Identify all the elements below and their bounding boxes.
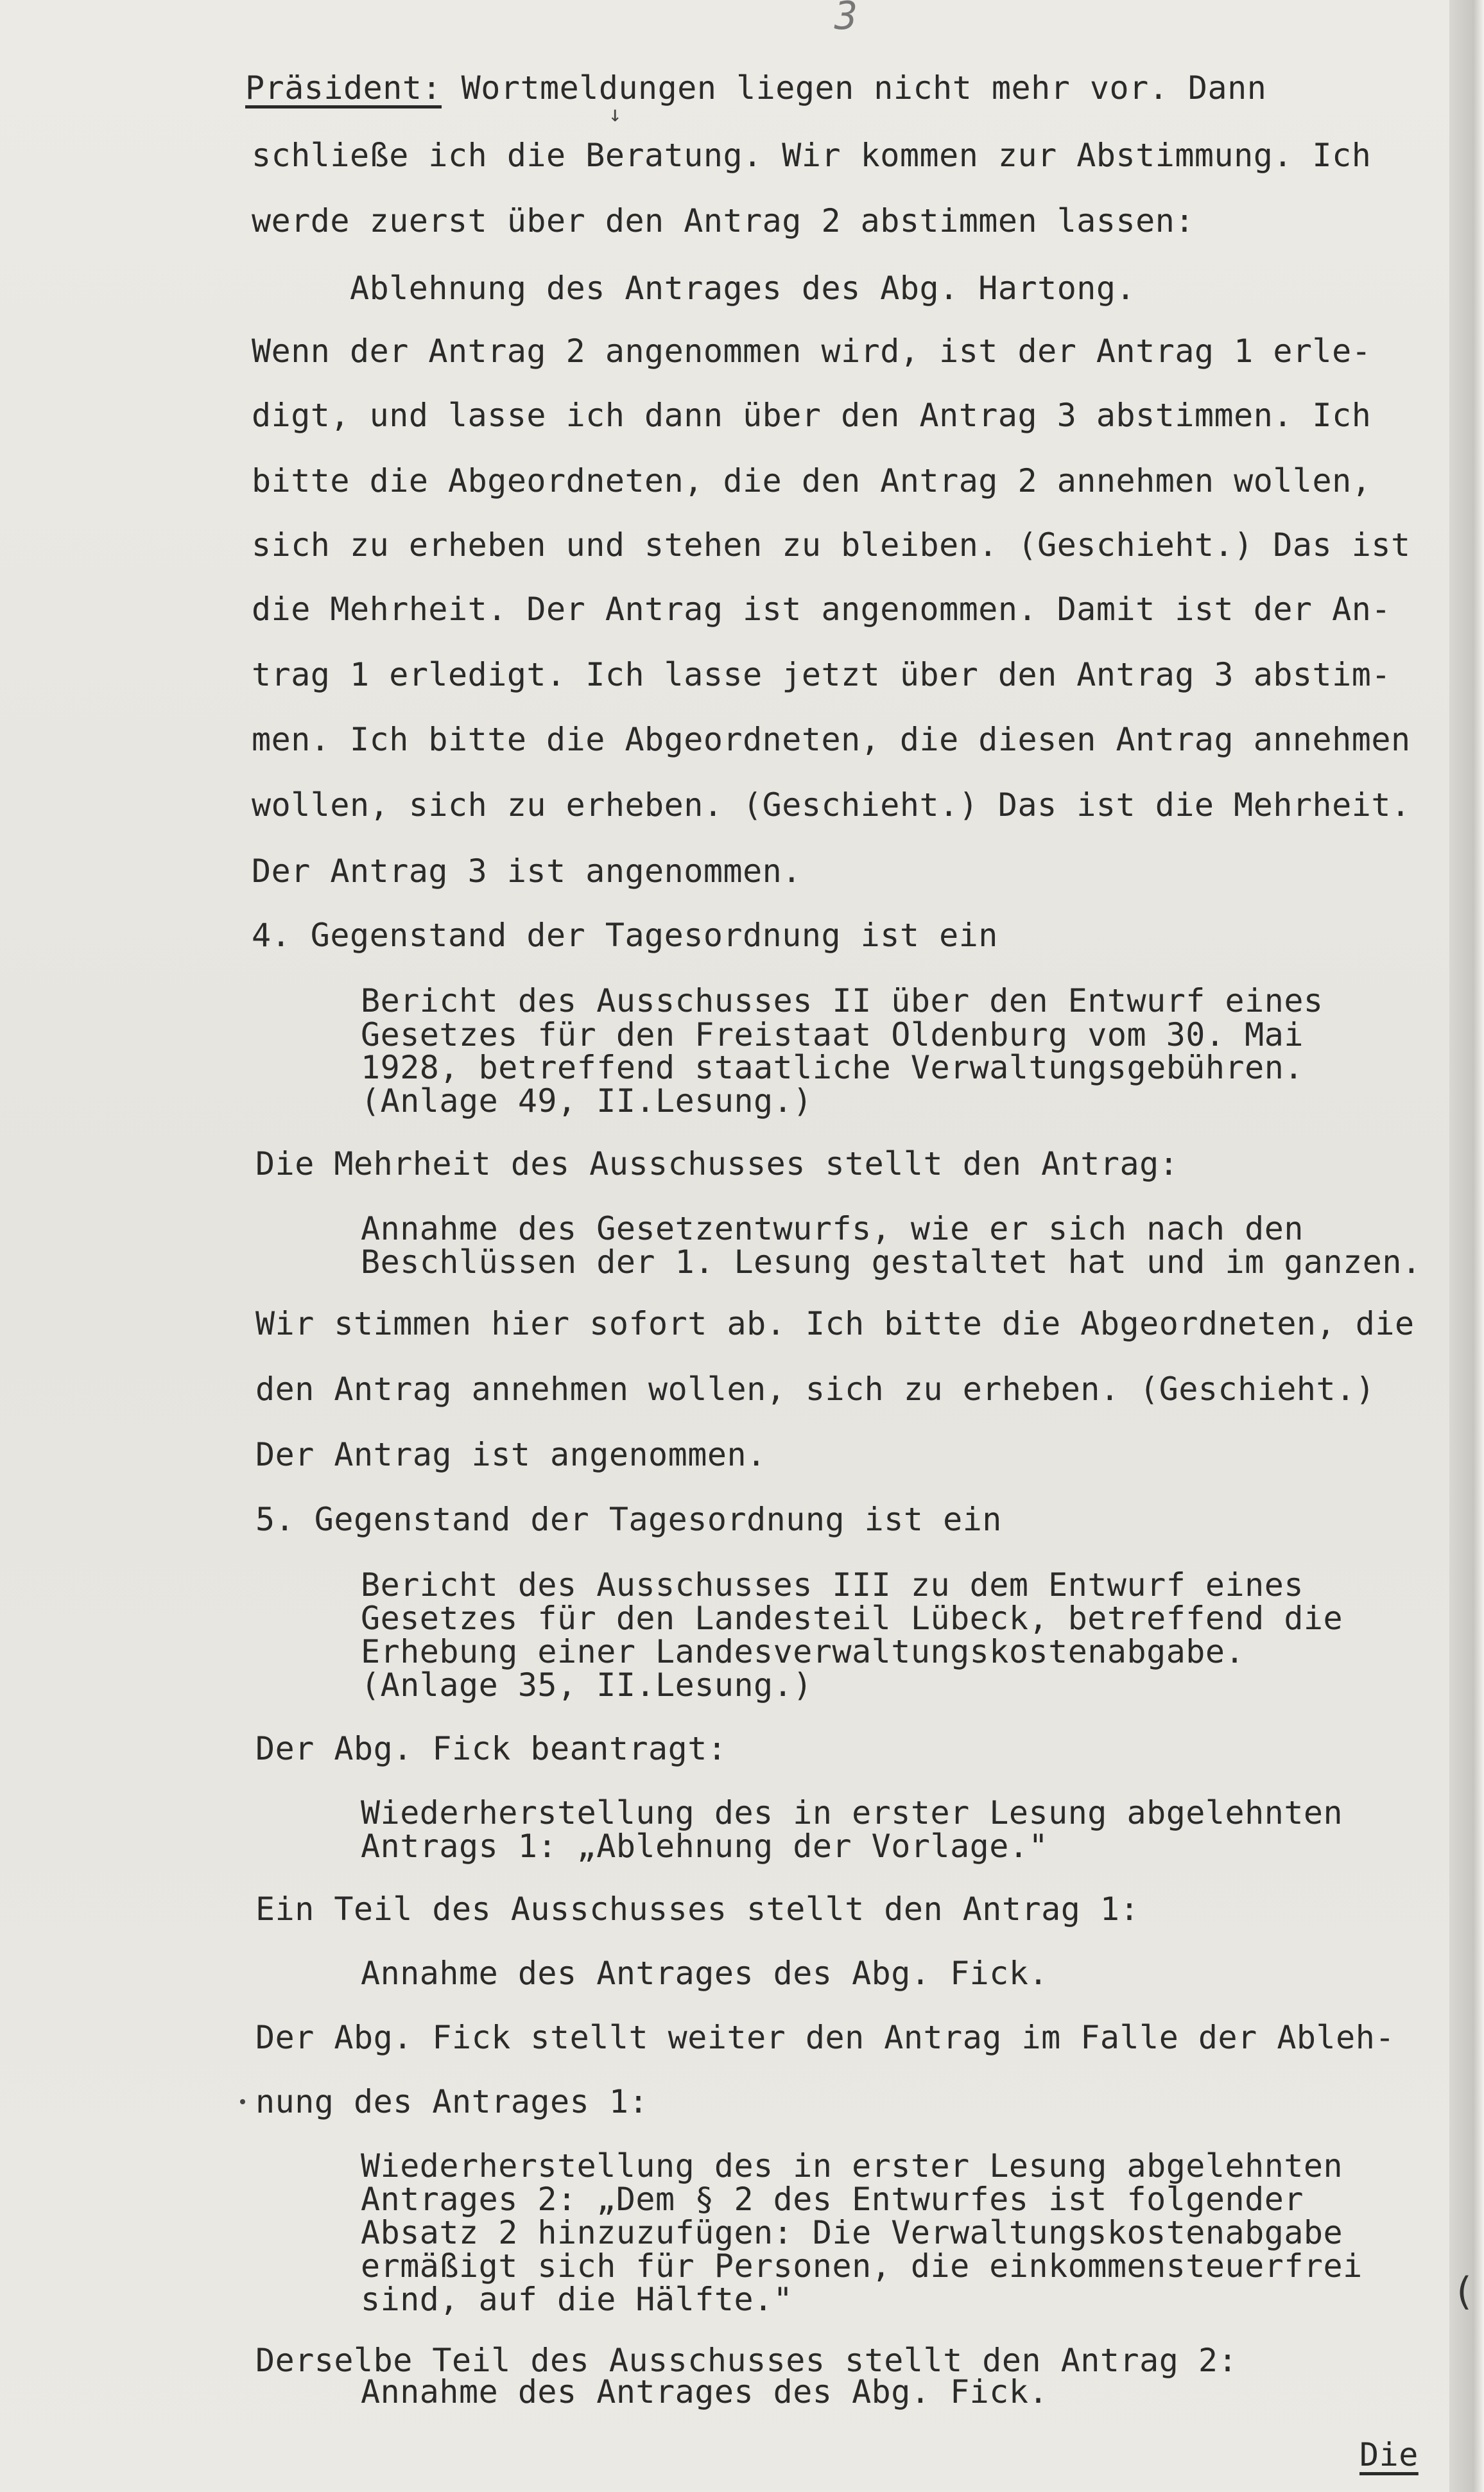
text-line-15: Bericht des Ausschusses II über den Entwurf eines — [361, 982, 1324, 1019]
text-line-12: wollen, sich zu erheben. (Geschieht.) Das ist die Mehrheit. — [252, 786, 1411, 824]
text-line-23: den Antrag annehmen wollen, sich zu erheben. (Geschieht.) — [255, 1371, 1376, 1408]
text-line-13: Der Antrag 3 ist angenommen. — [252, 852, 802, 890]
text-line-3: werde zuerst über den Antrag 2 abstimmen lassen: — [252, 202, 1195, 239]
text-line-40: ermäßigt sich für Personen, die einkommensteuerfrei — [361, 2247, 1363, 2285]
text-line-41: sind, auf die Hälfte." — [361, 2281, 793, 2318]
text-line-32: Antrags 1: „Ablehnung der Vorlage." — [361, 1828, 1049, 1865]
text-line-1 — [245, 69, 1266, 107]
text-line-20: Annahme des Gesetzentwurfs, wie er sich nach den — [361, 1210, 1304, 1247]
text-line-27: Gesetzes für den Landesteil Lübeck, betreffend die — [361, 1600, 1343, 1637]
text-line-38: Antrages 2: „Dem § 2 des Entwurfes ist folgender — [361, 2181, 1304, 2218]
text-line-14: 4. Gegenstand der Tagesordnung ist ein — [252, 917, 998, 954]
text-line-37: Wiederherstellung des in erster Lesung abgelehnten — [361, 2147, 1343, 2185]
text-line-10: trag 1 erledigt. Ich lasse jetzt über den Antrag 3 abstim- — [252, 656, 1391, 693]
text-line-24: Der Antrag ist angenommen. — [255, 1436, 766, 1473]
text-line-26: Bericht des Ausschusses III zu dem Entwurf eines — [361, 1566, 1304, 1604]
text-line-9: die Mehrheit. Der Antrag ist angenommen. Damit ist der An- — [252, 591, 1391, 628]
margin-dot — [240, 2099, 245, 2104]
text-line-33: Ein Teil des Ausschusses stellt den Antrag 1: — [255, 1891, 1140, 1928]
speaker-label: Präsident: — [245, 69, 442, 107]
page-number-mark: 3 — [834, 0, 858, 39]
text-line-2: schließe ich die Beratung. Wir kommen zur Abstimmung. Ich — [252, 137, 1372, 174]
text-line-35: Der Abg. Fick stellt weiter den Antrag im Falle der Ableh- — [255, 2019, 1395, 2056]
text-line-5: Wenn der Antrag 2 angenommen wird, ist der Antrag 1 erle- — [252, 333, 1372, 370]
text-line-43: Annahme des Antrages des Abg. Fick. — [361, 2373, 1049, 2410]
insertion-mark: ↓ — [608, 101, 622, 127]
text-line-6: digt, und lasse ich dann über den Antrag 3 abstimmen. Ich — [252, 397, 1372, 434]
margin-bracket: ( — [1452, 2269, 1476, 2314]
text-line-29: (Anlage 35, II.Lesung.) — [361, 1666, 813, 1704]
text-line-28: Erhebung einer Landesverwaltungskostenabgabe. — [361, 1633, 1245, 1670]
text-line-36: nung des Antrages 1: — [255, 2083, 649, 2120]
text-line-8: sich zu erheben und stehen zu bleiben. (Geschieht.) Das ist — [252, 526, 1411, 564]
text-line-31: Wiederherstellung des in erster Lesung abgelehnten — [361, 1794, 1343, 1831]
catchword: Die — [1359, 2436, 1419, 2473]
text-line-42: Derselbe Teil des Ausschusses stellt den Antrag 2: — [255, 2342, 1238, 2379]
line-text: Wortmeldungen liegen nicht mehr vor. Dann — [442, 69, 1267, 107]
text-line-18: (Anlage 49, II.Lesung.) — [361, 1082, 813, 1120]
text-line-11: men. Ich bitte die Abgeordneten, die diesen Antrag annehmen — [252, 721, 1411, 758]
text-line-16: Gesetzes für den Freistaat Oldenburg vom 30. Mai — [361, 1016, 1304, 1053]
page-edge-shadow — [1449, 0, 1484, 2492]
text-line-30: Der Abg. Fick beantragt: — [255, 1730, 727, 1767]
text-line-34: Annahme des Antrages des Abg. Fick. — [361, 1955, 1049, 1992]
text-line-19: Die Mehrheit des Ausschusses stellt den Antrag: — [255, 1145, 1179, 1182]
text-line-39: Absatz 2 hinzuzufügen: Die Verwaltungskostenabgabe — [361, 2214, 1343, 2251]
text-line-21: Beschlüssen der 1. Lesung gestaltet hat und im ganzen. — [361, 1243, 1422, 1281]
text-line-25: 5. Gegenstand der Tagesordnung ist ein — [255, 1501, 1002, 1538]
text-line-4: Ablehnung des Antrages des Abg. Hartong. — [350, 270, 1136, 307]
text-line-22: Wir stimmen hier sofort ab. Ich bitte die Abgeordneten, die — [255, 1305, 1415, 1342]
text-line-7: bitte die Abgeordneten, die den Antrag 2 annehmen wollen, — [252, 462, 1372, 499]
text-line-17: 1928, betreffend staatliche Verwaltungsgebühren. — [361, 1049, 1304, 1086]
